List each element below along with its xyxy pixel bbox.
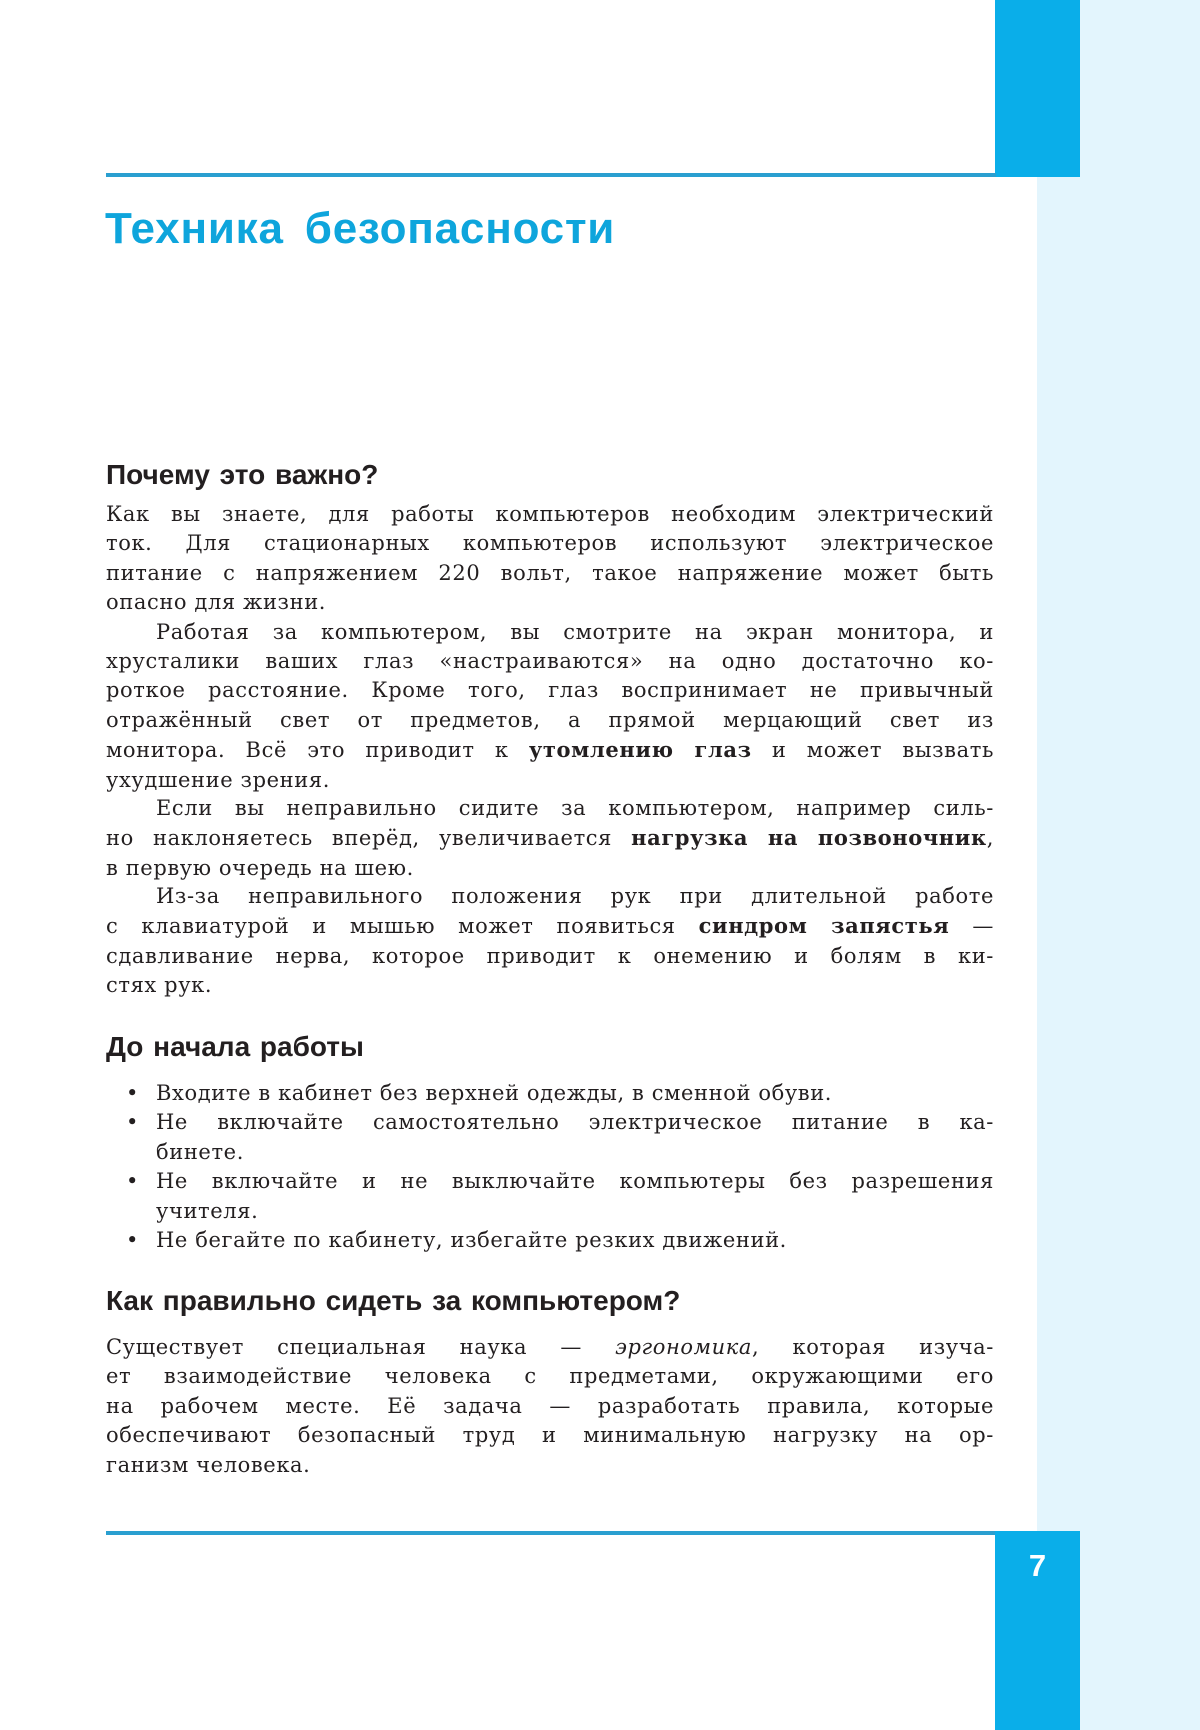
text-line: Из-за неправильного положения рук при длительной работе [156, 884, 994, 908]
text-line: ток. Для стационарных компьютеров используют электрическое [106, 531, 994, 556]
bullet-icon: • [126, 1169, 139, 1194]
text-line: учителя. [156, 1198, 259, 1223]
paragraph-spine-load [106, 794, 994, 883]
bottom-rule [106, 1531, 996, 1535]
text-line: стях рук. [106, 973, 213, 998]
text-line: обеспечивают безопасный труд и минимальную нагрузку на ор- [106, 1423, 994, 1448]
text-run: — [949, 914, 994, 939]
bold-term-eye-strain: утомлению глаз [528, 737, 752, 763]
text-run: , которая изуча- [752, 1335, 994, 1359]
text-run: и может вызвать [751, 738, 994, 763]
text-run: , [986, 826, 994, 851]
text-line: Работая за компьютером, вы смотрите на экран монитора, и [156, 619, 994, 644]
text-line: Как вы знаете, для работы компьютеров необходим электрический [106, 502, 994, 526]
text-line: хрусталики ваших глаз «настраиваются» на одно достаточно ко- [106, 649, 994, 673]
text-line: Входите в кабинет без верхней одежды, в сменной обуви. [156, 1081, 833, 1105]
text-line: опасно для жизни. [106, 590, 327, 615]
text-line: на рабочем месте. Её задача — разработать правила, которые [106, 1393, 994, 1418]
side-margin-panel [1037, 0, 1200, 1730]
bold-term-wrist-syndrome: синдром запястья [698, 913, 950, 939]
text-line: роткое расстояние. Кроме того, глаз воспринимает не привычный [106, 678, 994, 703]
text-run: Существует специальная наука — [106, 1335, 616, 1359]
top-rule [106, 173, 996, 177]
text-run: с клавиатурой и мышью может появиться [106, 914, 699, 939]
list-item [106, 1108, 994, 1167]
bullet-icon: • [126, 1081, 139, 1105]
text-line [106, 823, 994, 853]
text-line: Не включайте самостоятельно электрическое питание в ка- [156, 1110, 994, 1135]
section-heading-before-work: До начала работы [106, 1031, 364, 1062]
text-line [106, 1333, 994, 1362]
text-line: отражённый свет от предметов, а прямой мерцающий свет из [106, 707, 994, 732]
section-heading-how-to-sit: Как правильно сидеть за компьютером? [106, 1285, 681, 1316]
text-run: монитора. Всё это приводит к [106, 738, 529, 763]
paragraph-wrist-syndrome [106, 882, 994, 1001]
bold-term-spine-load: нагрузка на позвоночник [631, 825, 987, 851]
bullet-icon: • [126, 1110, 139, 1135]
italic-term-ergonomics: эргономика [615, 1335, 753, 1359]
text-line [106, 735, 994, 765]
page-number: 7 [1028, 1548, 1047, 1583]
page-title: Техника безопасности [105, 204, 616, 253]
text-line: ет взаимодействие человека с предметами, окружающими его [106, 1364, 994, 1389]
paragraph-ergonomics [106, 1333, 994, 1480]
top-accent-tab [995, 0, 1080, 177]
list-item [106, 1079, 994, 1108]
section-heading-why-important: Почему это важно? [106, 459, 379, 490]
text-line [106, 911, 994, 941]
text-line: сдавливание нерва, которое приводит к онемению и болям в ки- [106, 943, 994, 968]
rules-bullet-list [106, 1079, 994, 1255]
list-item [106, 1226, 994, 1255]
bullet-icon: • [126, 1228, 139, 1253]
text-line: ганизм человека. [106, 1452, 311, 1477]
list-item [106, 1167, 994, 1226]
text-line: ухудшение зрения. [106, 767, 330, 792]
paragraph-electric-current [106, 500, 994, 618]
text-line: питание с напряжением 220 вольт, такое напряжение может быть [106, 560, 994, 585]
text-run: но наклоняетесь вперёд, увеличивается [106, 826, 632, 851]
text-line: бинете. [156, 1139, 244, 1164]
text-line: Не бегайте по кабинету, избегайте резких движений. [156, 1228, 787, 1253]
text-line: Не включайте и не выключайте компьютеры без разрешения [156, 1169, 994, 1194]
text-line: в первую очередь на шею. [106, 855, 414, 880]
paragraph-eye-strain [106, 618, 994, 795]
text-line: Если вы неправильно сидите за компьютером, например силь- [156, 796, 994, 820]
